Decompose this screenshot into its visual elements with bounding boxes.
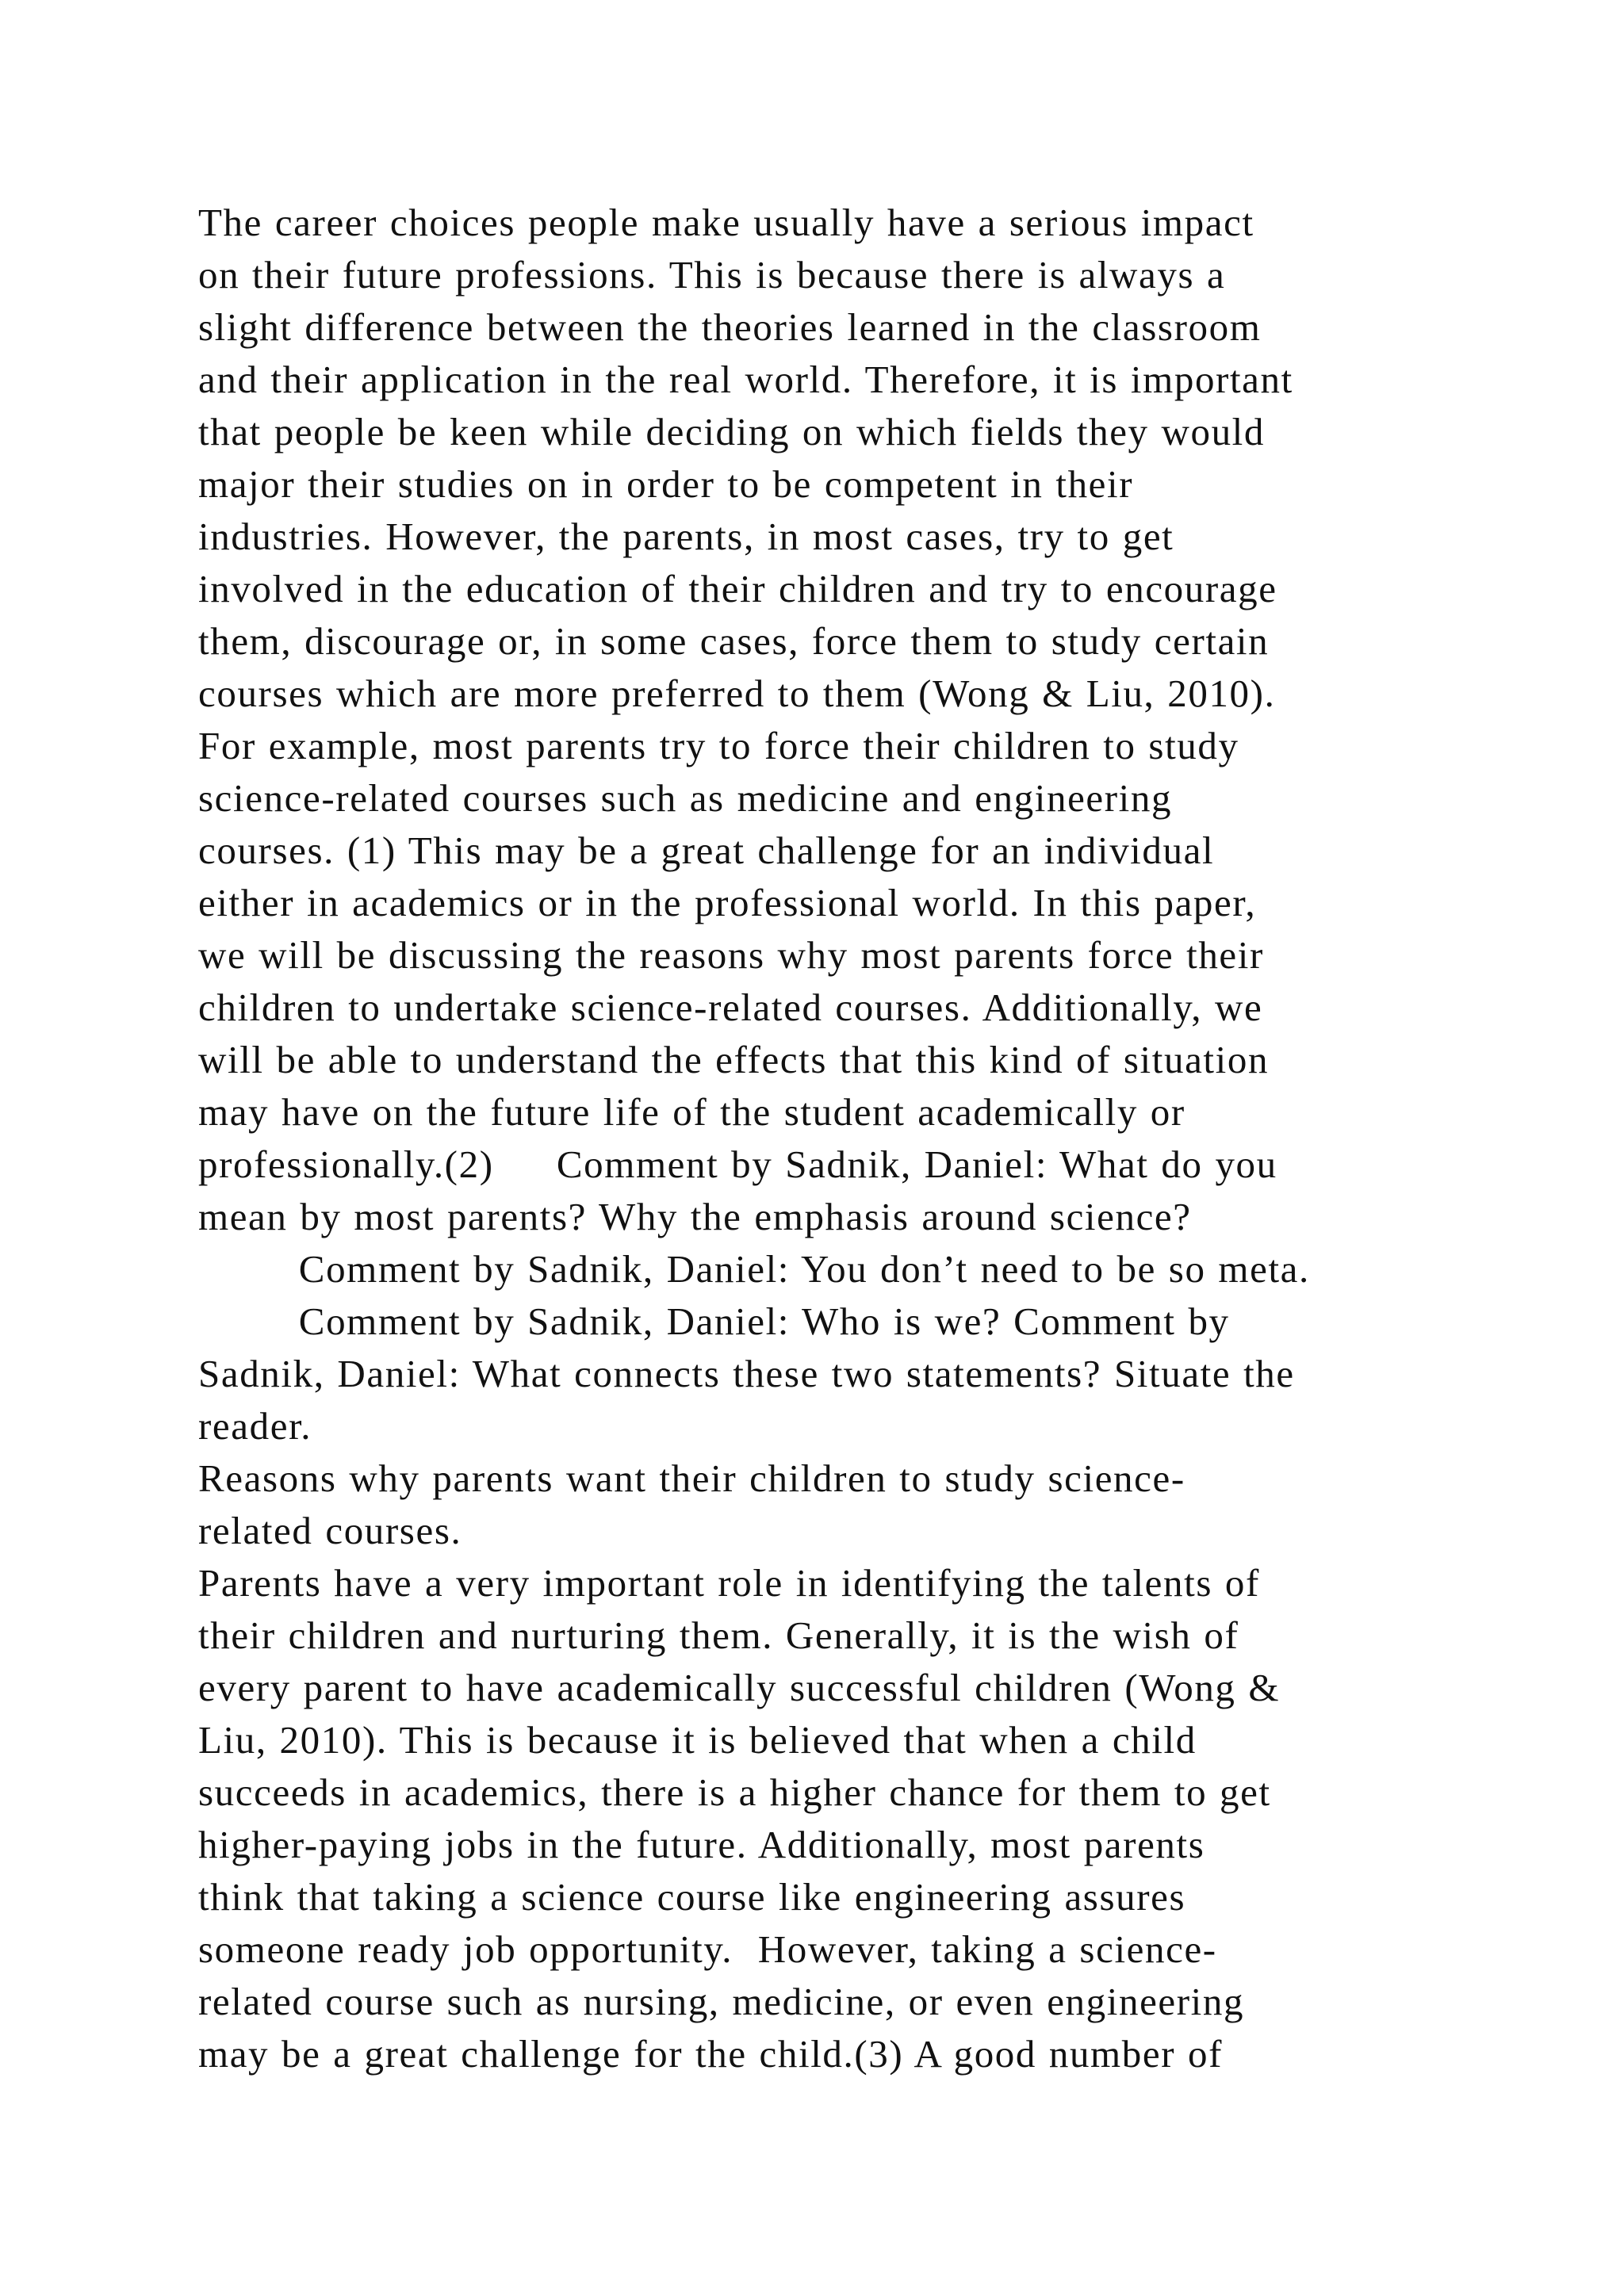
text-line: their children and nurturing them. Generally, it is the wish of: [198, 1613, 1239, 1657]
comment-line: mean by most parents? Why the emphasis around science?: [198, 1195, 1192, 1238]
comment-anchor-line: professionally.(2) Comment by Sadnik, Daniel: What do you: [198, 1142, 1277, 1186]
text-line: slight difference between the theories learned in the classroom: [198, 305, 1262, 349]
comment-line: Sadnik, Daniel: What connects these two statements? Situate the: [198, 1352, 1295, 1395]
text-line: involved in the education of their children and try to encourage: [198, 567, 1277, 610]
text-line: may be a great challenge for the child.(3) A good number of: [198, 2032, 1223, 2076]
text-line: courses which are more preferred to them (Wong & Liu, 2010).: [198, 672, 1276, 715]
text-line: will be able to understand the effects that this kind of situation: [198, 1038, 1270, 1081]
text-line: major their studies on in order to be competent in their: [198, 462, 1134, 506]
text-line: we will be discussing the reasons why most parents force their: [198, 933, 1264, 977]
text-line: industries. However, the parents, in most cases, try to get: [198, 515, 1174, 558]
text-line: Parents have a very important role in identifying the talents of: [198, 1561, 1260, 1605]
text-line: may have on the future life of the student academically or: [198, 1090, 1185, 1134]
text-line: every parent to have academically successful children (Wong &: [198, 1666, 1281, 1709]
comment-line: Comment by Sadnik, Daniel: Who is we? Comment by: [198, 1299, 1230, 1343]
comment-line: Comment by Sadnik, Daniel: You don’t need to be so meta.: [198, 1247, 1310, 1291]
text-line: and their application in the real world. Therefore, it is important: [198, 358, 1293, 401]
text-line: them, discourage or, in some cases, force them to study certain: [198, 619, 1270, 663]
document-body: [198, 197, 1530, 2080]
text-line: on their future professions. This is because there is always a: [198, 253, 1226, 297]
text-line: For example, most parents try to force their children to study: [198, 724, 1239, 767]
text-line: Liu, 2010). This is because it is believed that when a child: [198, 1718, 1197, 1762]
text-line: think that taking a science course like engineering assures: [198, 1875, 1186, 1919]
text-line: science-related courses such as medicine and engineering: [198, 776, 1173, 820]
section-heading: Reasons why parents want their children to study science-: [198, 1456, 1185, 1500]
comment-line: reader.: [198, 1404, 312, 1448]
text-line: succeeds in academics, there is a higher chance for them to get: [198, 1770, 1271, 1814]
text-line: children to undertake science-related courses. Additionally, we: [198, 985, 1263, 1029]
text-line: courses. (1) This may be a great challenge for an individual: [198, 828, 1215, 872]
text-line: related course such as nursing, medicine, or even engineering: [198, 1980, 1245, 2023]
text-line: either in academics or in the professional world. In this paper,: [198, 881, 1257, 924]
section-heading: related courses.: [198, 1509, 462, 1552]
text-line: that people be keen while deciding on which fields they would: [198, 410, 1265, 453]
text-line: higher-paying jobs in the future. Additionally, most parents: [198, 1823, 1205, 1866]
text-line: The career choices people make usually have a serious impact: [198, 201, 1254, 244]
text-line: someone ready job opportunity. However, taking a science-: [198, 1927, 1217, 1971]
